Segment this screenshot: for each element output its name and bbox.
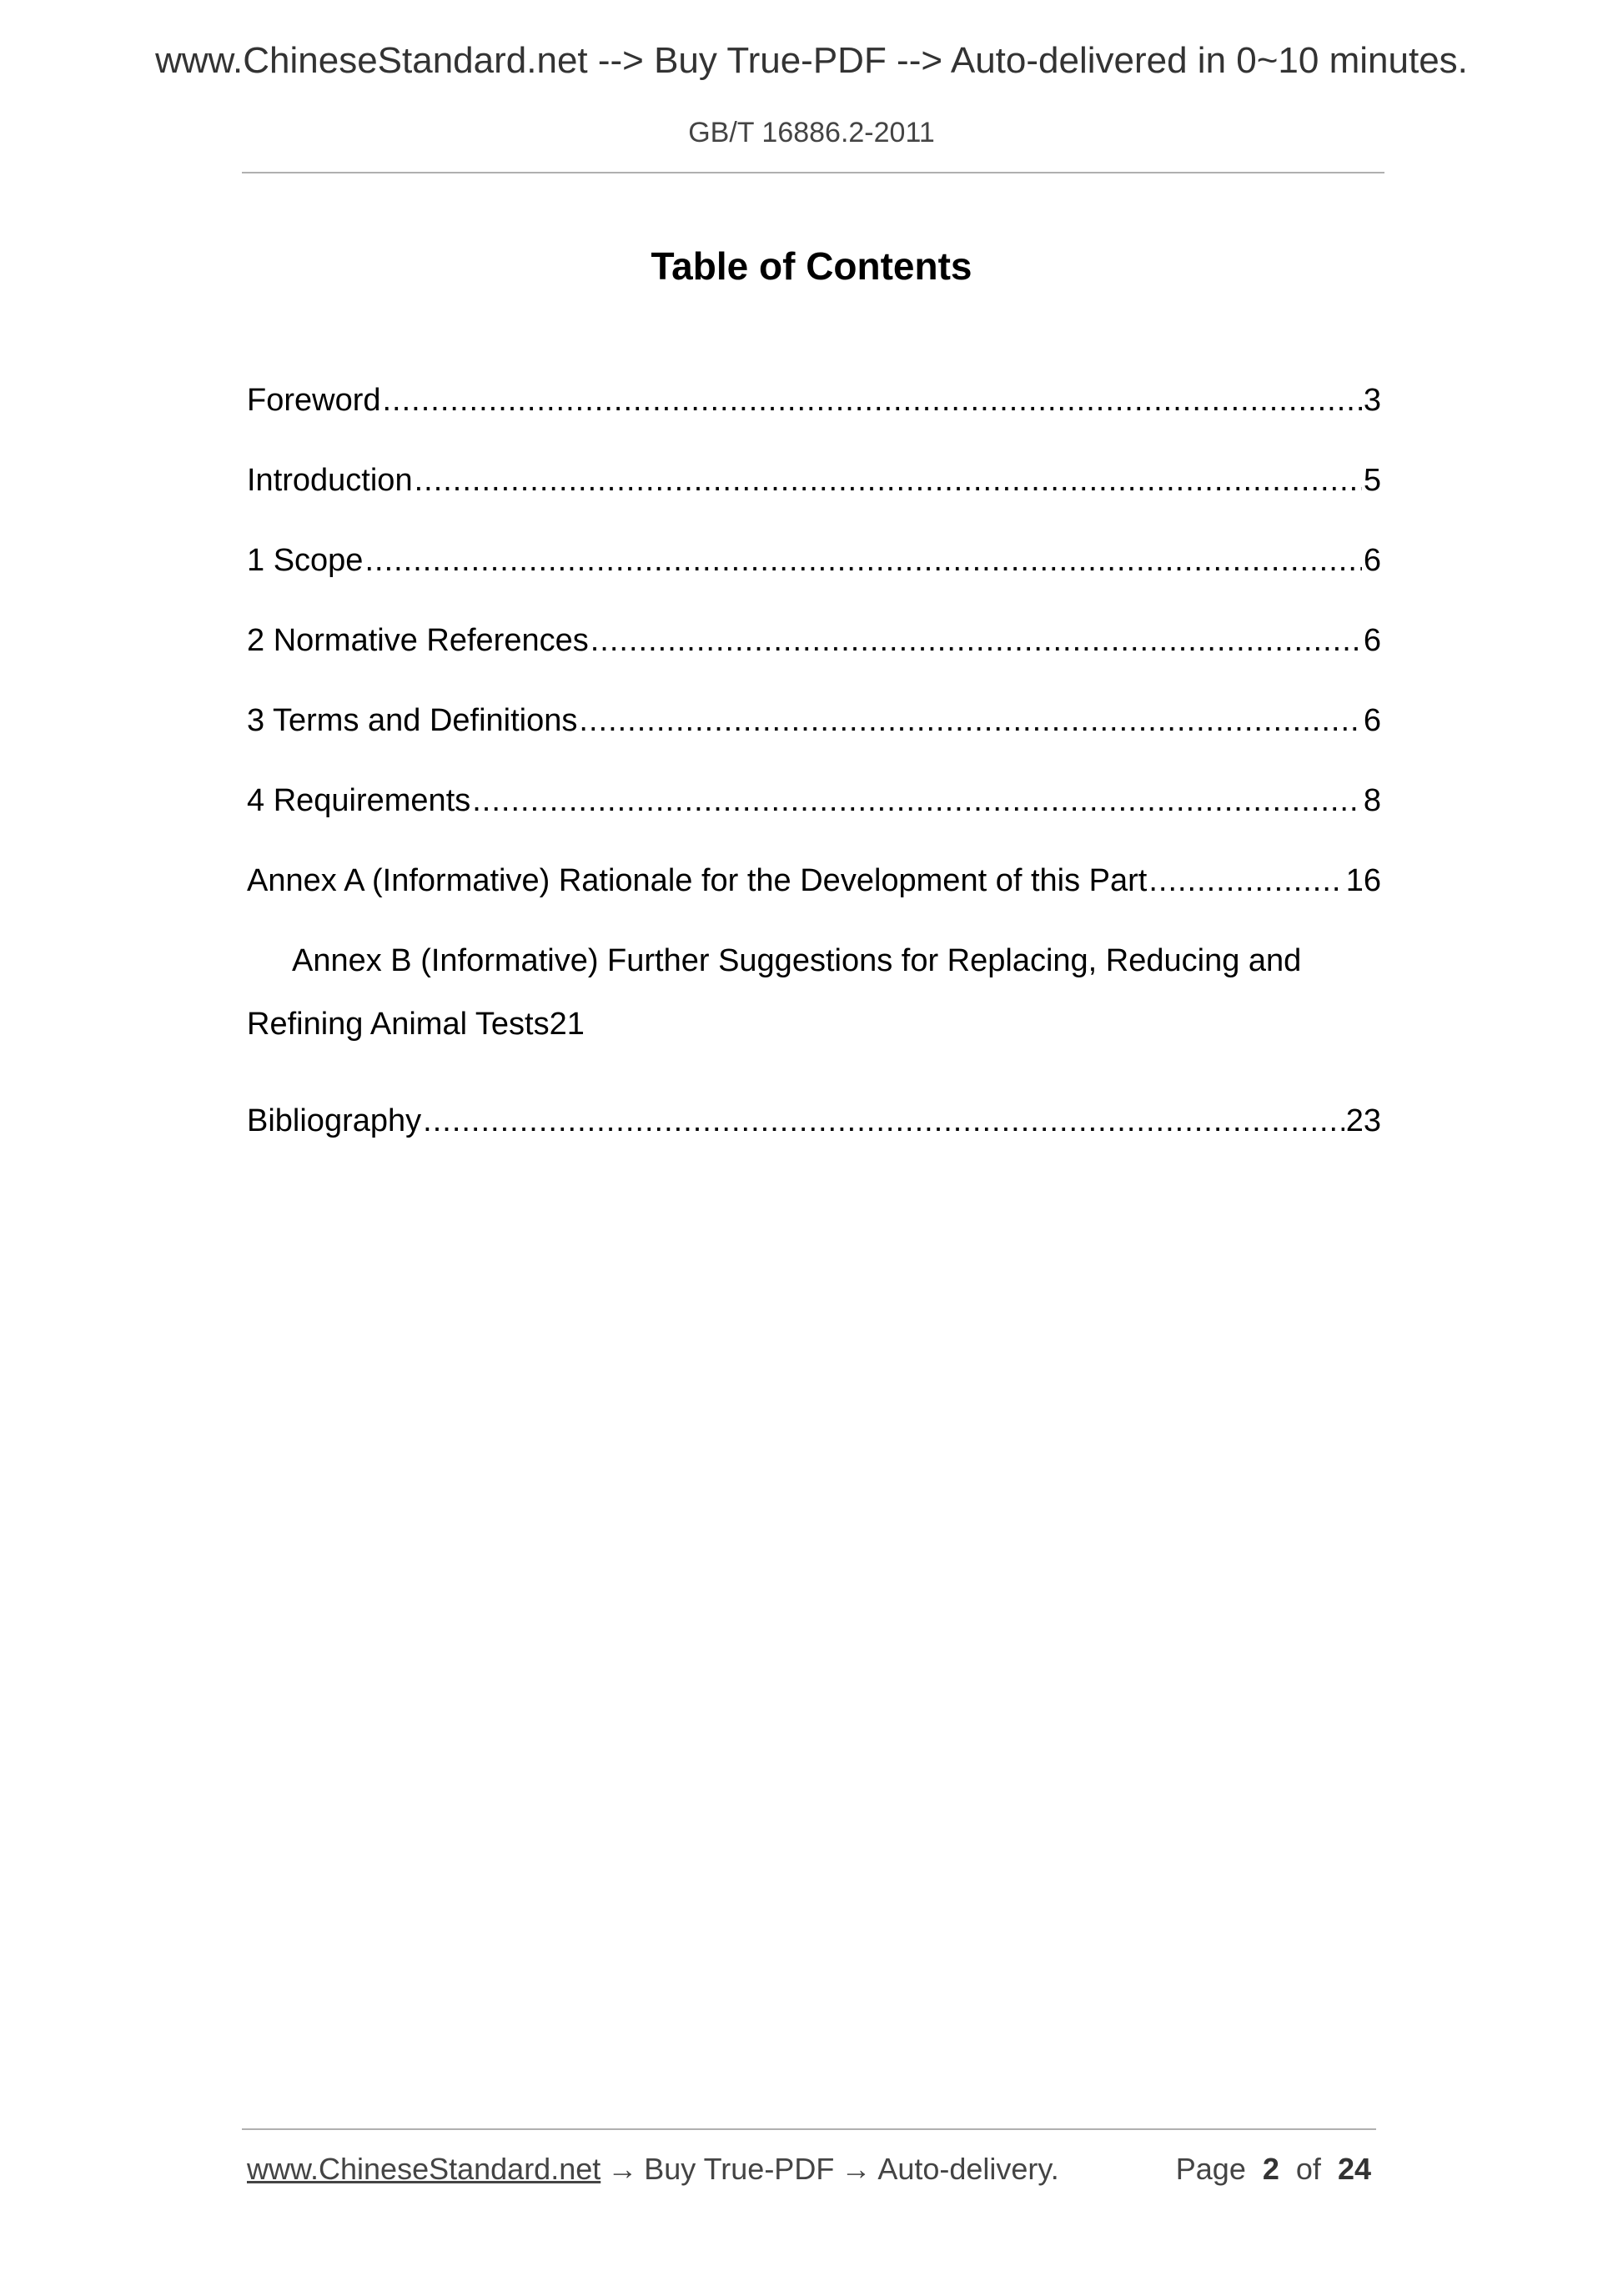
toc-leader-dots xyxy=(415,457,1362,504)
toc-entry-page: 6 xyxy=(1363,623,1381,658)
page-word: Page xyxy=(1175,2152,1246,2186)
header-divider xyxy=(242,172,1384,173)
toc-list xyxy=(247,377,1381,1178)
arrow-right-icon: → xyxy=(607,2152,638,2186)
page-total: 24 xyxy=(1337,2152,1371,2186)
toc-entry-label: Introduction xyxy=(247,463,413,498)
toc-entry-annex-a[interactable] xyxy=(247,857,1381,937)
toc-entry-page: 8 xyxy=(1363,783,1381,818)
footer-end-text: Auto-delivery. xyxy=(877,2152,1059,2186)
toc-entry-label: Bibliography xyxy=(247,1103,422,1138)
toc-leader-dots xyxy=(364,537,1361,584)
toc-leader-dots xyxy=(472,777,1362,824)
toc-entry-normative-references[interactable] xyxy=(247,617,1381,697)
toc-leader-dots xyxy=(423,1098,1344,1144)
toc-entry-label: Annex A (Informative) Rationale for the Development of this Part xyxy=(247,863,1148,898)
toc-entry-foreword[interactable] xyxy=(247,377,1381,457)
toc-entry-page: 3 xyxy=(1363,383,1381,418)
footer-middle-text: Buy True-PDF xyxy=(644,2152,835,2186)
page-current: 2 xyxy=(1262,2152,1279,2186)
toc-entry-label-line2: Refining Animal Tests xyxy=(247,1007,550,1042)
arrow-right-icon: → xyxy=(841,2152,872,2186)
toc-entry-terms-definitions[interactable] xyxy=(247,697,1381,777)
toc-leader-dots xyxy=(579,697,1361,744)
footer xyxy=(247,2152,1371,2187)
toc-entry-page: 23 xyxy=(1345,1103,1381,1138)
toc-entry-label: 3 Terms and Definitions xyxy=(247,703,578,738)
toc-leader-dots xyxy=(1148,857,1344,904)
site-link[interactable]: www.ChineseStandard.net xyxy=(247,2152,601,2186)
toc-leader-dots xyxy=(383,377,1362,424)
toc-entry-page: 6 xyxy=(1363,543,1381,578)
page-indicator xyxy=(1176,2152,1371,2187)
top-banner: www.ChineseStandard.net --> Buy True-PDF --> Auto-delivered in 0~10 minutes. xyxy=(155,40,1468,81)
toc-entry-requirements[interactable] xyxy=(247,777,1381,857)
of-word: of xyxy=(1295,2152,1321,2186)
toc-entry-page: 16 xyxy=(1345,863,1381,898)
toc-entry-page: 21 xyxy=(549,1007,585,1042)
toc-entry-page: 6 xyxy=(1363,703,1381,738)
toc-entry-label-line1: Annex B (Informative) Further Suggestions for Replacing, Reducing and xyxy=(292,943,1302,978)
toc-entry-bibliography[interactable] xyxy=(247,1098,1381,1178)
toc-title: Table of Contents xyxy=(651,244,972,288)
footer-promo xyxy=(247,2152,1059,2187)
toc-entry-label: 1 Scope xyxy=(247,543,364,578)
toc-entry-page: 5 xyxy=(1363,463,1381,498)
toc-entry-label: Foreword xyxy=(247,383,381,418)
toc-entry-scope[interactable] xyxy=(247,537,1381,617)
toc-entry-introduction[interactable] xyxy=(247,457,1381,537)
document-code: GB/T 16886.2-2011 xyxy=(688,117,935,148)
footer-divider xyxy=(242,2128,1376,2130)
toc-leader-dots xyxy=(590,617,1362,664)
toc-entry-label: 4 Requirements xyxy=(247,783,471,818)
toc-entry-label: 2 Normative References xyxy=(247,623,589,658)
toc-entry-annex-b[interactable] xyxy=(247,937,1381,1098)
